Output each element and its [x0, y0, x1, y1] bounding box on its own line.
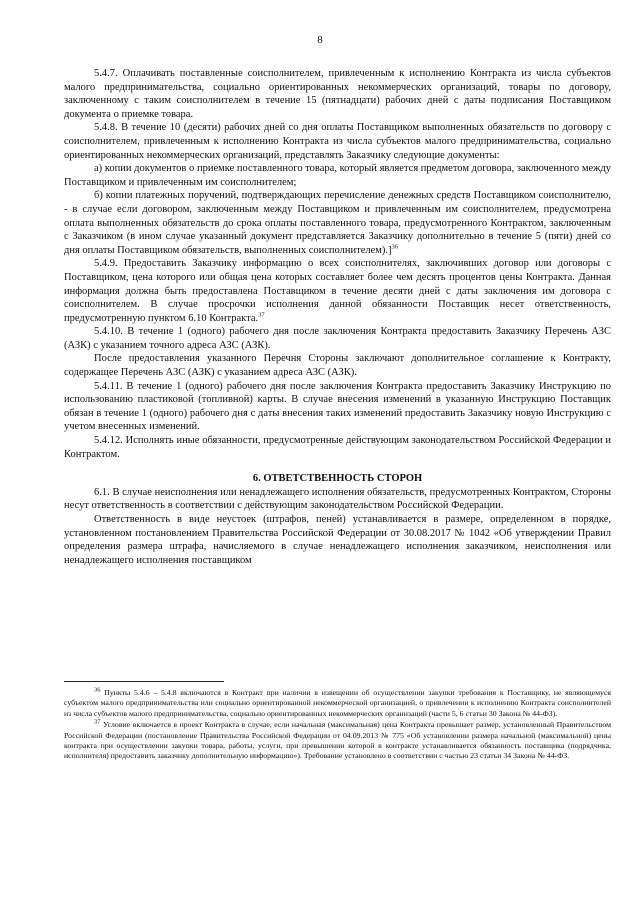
paragraph-5-4-10: 5.4.10. В течение 1 (одного) рабочего дня после заключения Контракта предоставить Заказчику Перечень АЗС (АЗК) с указанием точного адреса АЗС (АЗК). — [64, 326, 611, 351]
footnote-36 — [64, 688, 611, 719]
paragraph-5-4-7: 5.4.7. Оплачивать поставленные соисполнителем, привлеченным к исполнению Контракта из числа субъектов малого предпринимательства, социально ориентированных некоммерческих организаций, товары по договору, заключенному с таким соисполнителем в течение 15 (пятнадцати) рабочих дней с даты подписания Поставщиком документа о приемке товара. — [64, 68, 611, 120]
section-title: 6. ОТВЕТСТВЕННОСТЬ СТОРОН — [252, 473, 423, 485]
section-gap — [64, 461, 611, 472]
paragraph-5-4-9 — [64, 257, 611, 325]
paragraph-5-4-9-text: 5.4.9. Предоставить Заказчику информацию о всех соисполнителях, заключивших договор или договоры с Поставщиком, цена которого или общая цена которых составляет более чем десять процентов цены Контракта. Данная информация должна быть предоставлена Поставщиком в течение десяти дней с даты заключения им договора с соисполнителем. В случае просрочки исполнения данной обязанности Поставщик несет ответственность, предусмотренную пунктом 6.10 Контракта. — [64, 258, 611, 324]
paragraph-6-1: 6.1. В случае неисполнения или ненадлежащего исполнения обязательств, предусмотренных Контрактом, Стороны несут ответственность в соответствии с действующим законодательством Российской Федерации. — [64, 486, 611, 512]
footnotes — [64, 688, 611, 763]
paragraph-5-4-8: 5.4.8. В течение 10 (десяти) рабочих дней со дня оплаты Поставщиком выполненных обязательств по договору с соисполнителем, привлеченным к исполнению Контракта из числа субъектов малого предпринимательства, социально ориентированных некоммерческих организаций, представлять Заказчику следующие документы: — [64, 122, 611, 161]
paragraph-5-4-8-b-text: б) копии платежных поручений, подтверждающих перечисление денежных средств Поставщиком соисполнителю, - в случае если договором, заключенным между Поставщиком и привлеченным им соисполнителем, предусмотрена оплата выполненных обязательств до срока оплаты поставленного товара, предусмотренного Контрактом, заключенным с Заказчиком (в ином случае указанный документ представляется Заказчику дополнительно в течение 5 (пяти) дней со дня оплаты Поставщиком обязательств, выполненных соисполнителем).] — [64, 190, 611, 256]
footnote-36-text: Пункты 5.4.6 – 5.4.8 включаются в Контракт при наличии в извещении об осуществлении закупки требования к Поставщику, не являющемуся субъектом малого предпринимательства или социально ориентированной некоммерческой организацией, о привлечении к исполнению Контракта соисполнителей из числа субъектов малого предпринимательства, социально ориентированных некоммерческих организаций (части 5, 6 статьи 30 Закона № 44-ФЗ). — [64, 688, 611, 718]
paragraph-5-4-10-b: После предоставления указанного Перечня Стороны заключают дополнительное соглашение к Контракту, содержащее Перечень АЗС (АЗК) с указанием адреса АЗС (АЗК). — [64, 353, 611, 379]
paragraph-6-1-b: Ответственность в виде неустоек (штрафов, пеней) устанавливается в размере, определенном в порядке, установленном постановлением Правительства Российской Федерации от 30.08.2017 № 1042 «Об утверждении Правил определения размера штрафа, начисляемого в случае ненадлежащего исполнения заказчиком, неисполнения или ненадлежащего исполнения поставщиком — [64, 514, 611, 566]
paragraph-5-4-8-b — [64, 189, 611, 257]
paragraph-5-4-11: 5.4.11. В течение 1 (одного) рабочего дня после заключения Контракта предоставить Заказчику Инструкцию по использованию пластиковой (топливной) карты. В случае внесения изменений в указанную Инструкцию Поставщик обязан в течение 1 (одного) рабочего дня с даты внесения таких изменений предоставить Заказчику новую Инструкцию с учетом внесенных изменений. — [64, 380, 611, 433]
page-number: 8 — [317, 34, 323, 46]
footnote-ref-37: 37 — [258, 311, 265, 319]
footnote-37 — [64, 720, 611, 762]
paragraph-5-4-8-a: а) копии документов о приемке поставленного товара, который является предметом договора, заключенного между Поставщиком и привлеченным им соисполнителем; — [64, 163, 611, 188]
paragraph-5-4-12: 5.4.12. Исполнять иные обязанности, предусмотренные действующим законодательством Российской Федерации и Контрактом. — [64, 435, 611, 460]
footnote-37-number: 37 — [94, 718, 101, 726]
footnote-divider — [64, 681, 224, 682]
footnote-ref-36: 36 — [391, 243, 399, 251]
footnote-37-text: Условие включается в проект Контракта в случае, если начальная (максимальная) цена Контракта превышает размер, установленный Правительством Российской Федерации (постановление Правительства Российской Федерации от 04.09.2013 № 775 «Об установлении размера начальной (максимальной) цены контракта при осуществлении закупки товара, работы, услуги, при превышении которой в контракте устанавливается обязанность поставщика (подрядчика, исполнителя) предоставить заказчику дополнительную информацию»). Требование установлено в соответствии с частью 23 статьи 34 Закона № 44-ФЗ. — [64, 720, 612, 761]
footnote-36-number: 36 — [94, 686, 101, 694]
body-text — [64, 67, 611, 567]
